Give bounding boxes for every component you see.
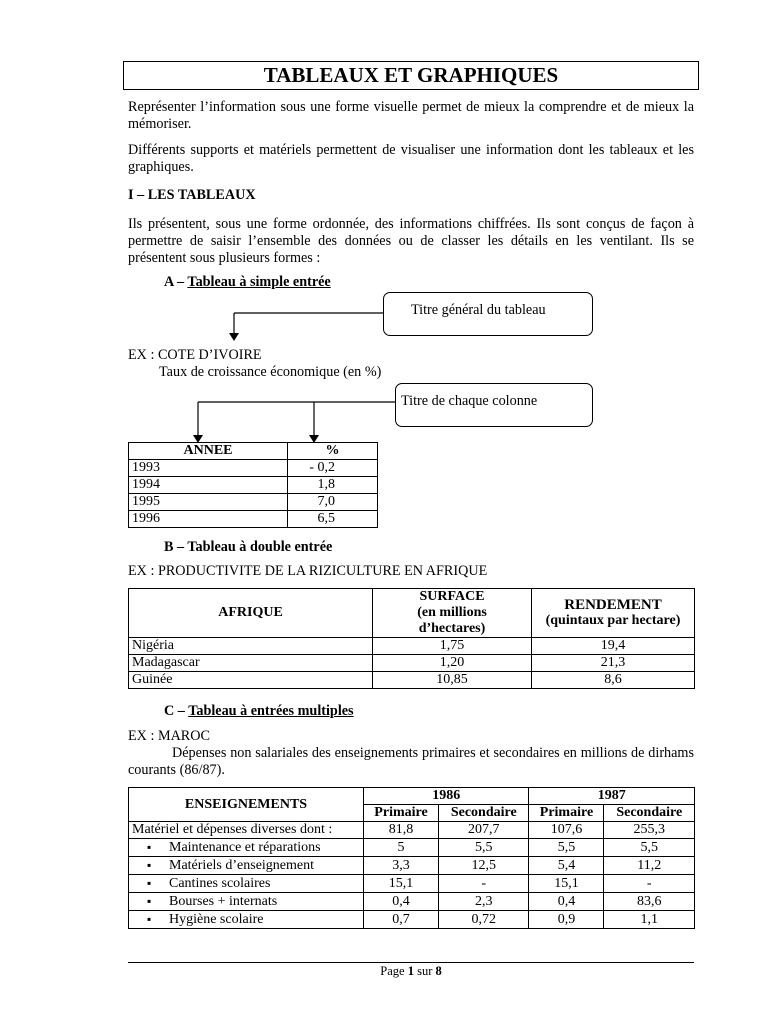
table-row: ▪ Cantines scolaires 15,1 - 15,1 -: [129, 875, 695, 893]
table-row: ▪ Maintenance et réparations 5 5,5 5,5 5,5: [129, 839, 695, 857]
subheader-secondaire-1986: Secondaire: [439, 805, 529, 822]
intro-paragraph-2: Différents supports et matériels permettent de visualiser une information dont les tableaux et les graphiques.: [128, 142, 694, 175]
header-surface: SURFACE (en millions d’hectares): [373, 589, 532, 638]
table-row: ▪ Hygiène scolaire 0,7 0,72 0,9 1,1: [129, 911, 695, 929]
maroc-description: Dépenses non salariales des enseignements primaires et secondaires en millions de dirhams courants (86/87).: [128, 745, 694, 778]
table-row: ▪ Bourses + internats 0,4 2,3 0,4 83,6: [129, 893, 695, 911]
callout-column-titles: [395, 383, 593, 427]
subheading-double-entry: B – Tableau à double entrée: [164, 539, 333, 555]
header-percent: %: [288, 443, 378, 460]
table-row: ▪ Matériels d’enseignement 3,3 12,5 5,4 11,2: [129, 857, 695, 875]
header-enseignements: ENSEIGNEMENTS: [129, 788, 364, 822]
example-cote-divoire: EX : COTE D’IVOIRE: [128, 347, 262, 363]
table-row: Madagascar 1,20 21,3: [129, 655, 695, 672]
table-row: Matériel et dépenses diverses dont : 81,8 207,7 107,6 255,3: [129, 822, 695, 839]
section-heading-tableaux: I – LES TABLEAUX: [128, 187, 256, 203]
table-row: 1994 1,8: [129, 477, 378, 494]
header-year-1987: 1987: [529, 788, 695, 805]
subheading-multiple-entry: C – Tableau à entrées multiples: [164, 703, 354, 719]
callout-general-title-text: Titre général du tableau: [411, 302, 546, 318]
subheading-simple-entry: A – Tableau à simple entrée: [164, 274, 331, 290]
page-title: TABLEAUX ET GRAPHIQUES: [123, 61, 699, 90]
subheader-secondaire-1987: Secondaire: [604, 805, 695, 822]
subheader-primaire-1987: Primaire: [529, 805, 604, 822]
page-footer: Page 1 sur 8: [380, 964, 442, 978]
table-row: Guinée 10,85 8,6: [129, 672, 695, 689]
header-afrique: AFRIQUE: [129, 589, 373, 638]
header-rendement: RENDEMENT (quintaux par hectare): [532, 589, 695, 638]
table-row: 1995 7,0: [129, 494, 378, 511]
table-simple-entry: [128, 442, 378, 528]
table-multiple-entry: [128, 787, 695, 929]
table-caption-growth: Taux de croissance économique (en %): [159, 364, 382, 380]
example-riziculture: EX : PRODUCTIVITE DE LA RIZICULTURE EN AFRIQUE: [128, 563, 488, 579]
callout-general-title: [383, 292, 593, 336]
table-row: Nigéria 1,75 19,4: [129, 638, 695, 655]
intro-paragraph-1: Représenter l’information sous une forme visuelle permet de mieux la comprendre et de mieux la mémoriser.: [128, 99, 694, 132]
example-maroc: EX : MAROC: [128, 728, 210, 744]
header-year-1986: 1986: [364, 788, 529, 805]
callout-column-titles-text: Titre de chaque colonne: [401, 393, 538, 409]
footer-rule: [128, 962, 694, 963]
table-double-entry: [128, 588, 695, 689]
table-row: 1993 - 0,2: [129, 460, 378, 477]
table-row: 1996 6,5: [129, 511, 378, 528]
section-intro-paragraph: Ils présentent, sous une forme ordonnée, des informations chiffrées. Ils sont conçus de façon à permettre de saisir l’ensemble des données ou de classer les détails en les ventilant. Ils se présentent sous plusieurs formes :: [128, 216, 694, 266]
header-annee: ANNEE: [129, 443, 288, 460]
subheader-primaire-1986: Primaire: [364, 805, 439, 822]
callout-connectors: [0, 0, 768, 460]
